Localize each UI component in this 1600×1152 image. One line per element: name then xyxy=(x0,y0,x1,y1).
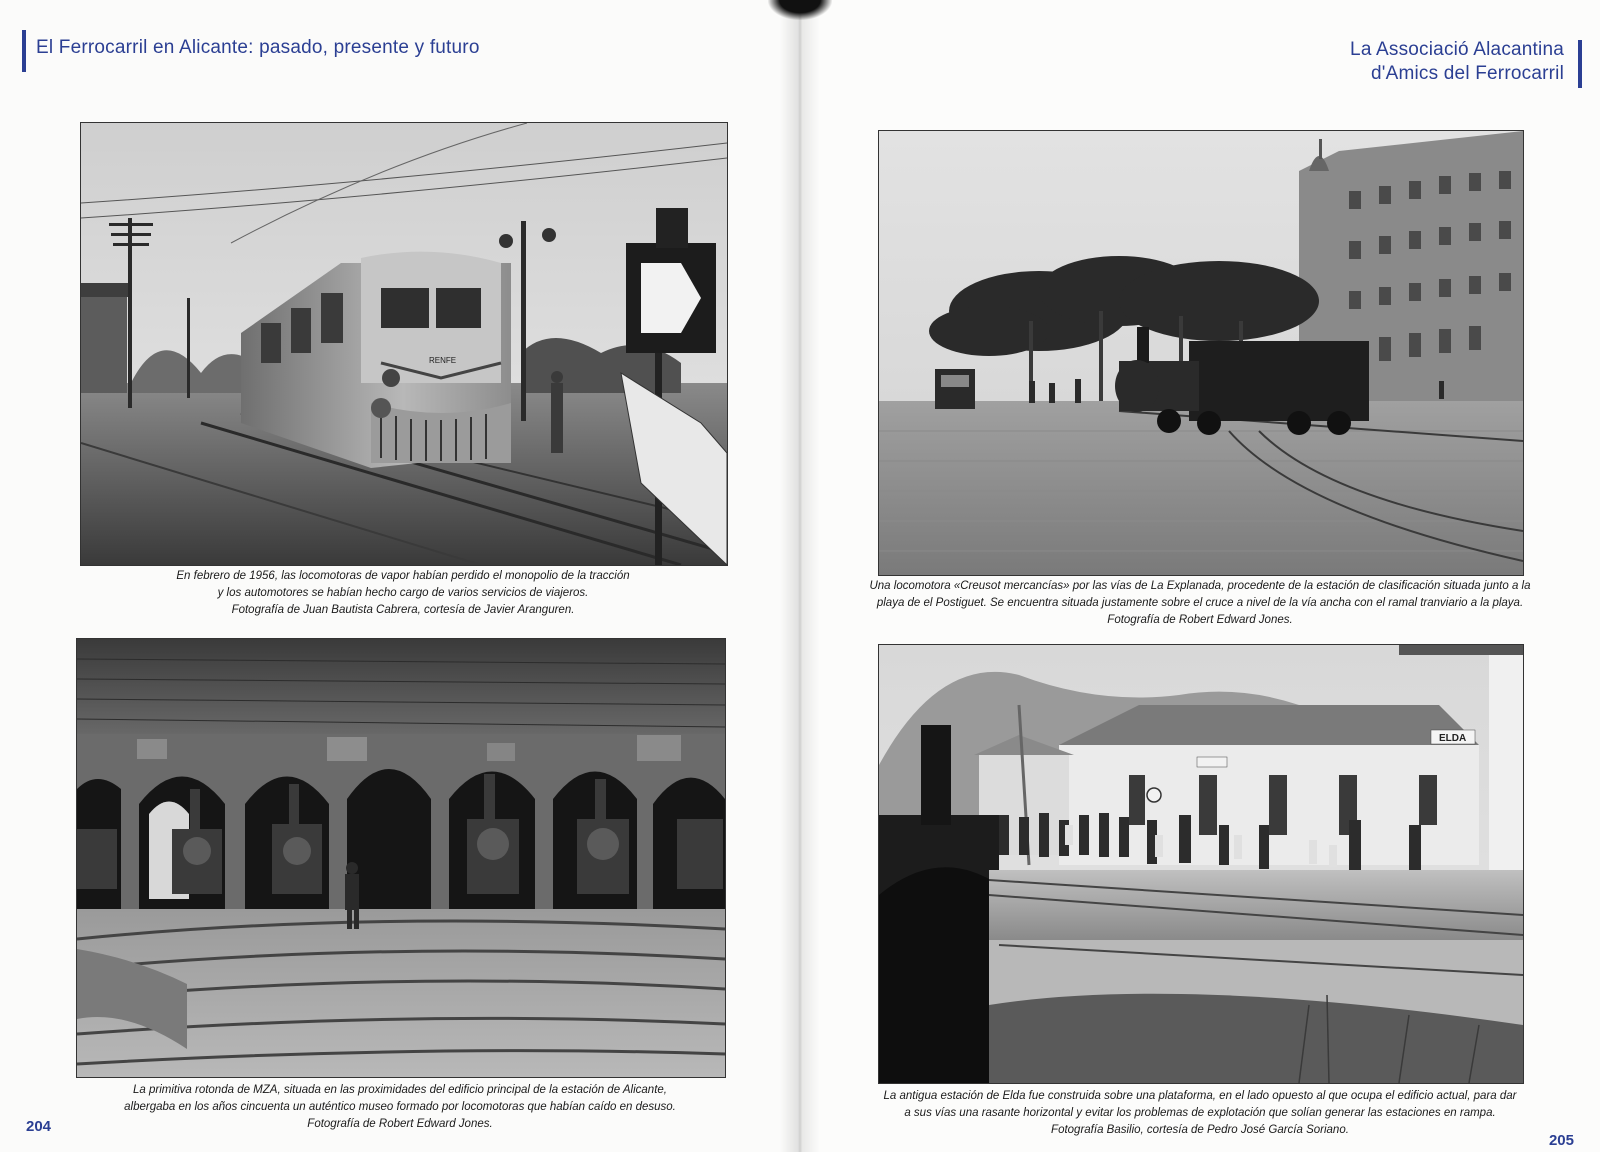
photo-4-caption xyxy=(866,1088,1534,1139)
roundhouse-photo-illustration xyxy=(77,639,725,1077)
page-number-left: 204 xyxy=(26,1118,52,1135)
caption-line: Fotografía de Robert Edward Jones. xyxy=(1107,614,1293,626)
station-sign: ELDA xyxy=(1439,733,1467,744)
right-page-header-title xyxy=(1350,38,1564,86)
caption-line: En febrero de 1956, las locomotoras de vapor habían perdido el monopolio de la tracción xyxy=(176,570,630,582)
caption-line: Fotografía de Juan Bautista Cabrera, cortesía de Javier Aranguren. xyxy=(231,604,575,616)
book-binding xyxy=(768,0,832,20)
header-accent-bar xyxy=(1578,40,1582,88)
photo-elda-station xyxy=(878,644,1524,1084)
photo-3-caption xyxy=(866,578,1534,629)
caption-line: albergaba en los años cincuenta un auténtico museo formado por locomotoras que habían caído en desuso. xyxy=(124,1101,676,1113)
caption-line: Una locomotora «Creusot mercancías» por las vías de La Explanada, procedente de la estación de clasificación situada junto a la xyxy=(869,580,1531,592)
caption-line: Fotografía Basilio, cortesía de Pedro José García Soriano. xyxy=(1051,1124,1349,1136)
photo-1-caption xyxy=(80,568,726,619)
explanada-photo-illustration xyxy=(879,131,1523,575)
photo-explanada-locomotive xyxy=(878,130,1524,576)
photo-2-caption xyxy=(76,1082,724,1133)
photo-railcar-1956 xyxy=(80,122,728,566)
railcar-photo-illustration xyxy=(81,123,727,565)
header-title-line: d'Amics del Ferrocarril xyxy=(1371,63,1564,84)
elda-station-photo-illustration xyxy=(879,645,1523,1083)
left-page-header-title: El Ferrocarril en Alicante: pasado, presente y futuro xyxy=(36,37,480,58)
right-page xyxy=(800,0,1600,1152)
caption-line: y los automotores se habían hecho cargo de varios servicios de viajeros. xyxy=(217,587,589,599)
header-title-line: La Associació Alacantina xyxy=(1350,39,1564,60)
caption-line: a sus vías una rasante horizontal y evitar los problemas de explotación que solían generar las estaciones en rampa. xyxy=(904,1107,1496,1119)
caption-line: La antigua estación de Elda fue construida sobre una plataforma, en el lado opuesto al que ocupa el edificio actual, para dar xyxy=(883,1090,1517,1102)
caption-line: Fotografía de Robert Edward Jones. xyxy=(307,1118,493,1130)
photo-roundhouse-mza xyxy=(76,638,726,1078)
caption-line: playa de el Postiguet. Se encuentra situada justamente sobre el cruce a nivel de la vía ancha con el ramal tranviario a la playa. xyxy=(876,597,1524,609)
page-number-right: 205 xyxy=(1548,1132,1574,1149)
header-accent-bar xyxy=(22,30,26,72)
railcar-sign: RENFE xyxy=(429,356,457,365)
caption-line: La primitiva rotonda de MZA, situada en las proximidades del edificio principal de la estación de Alicante, xyxy=(133,1084,667,1096)
